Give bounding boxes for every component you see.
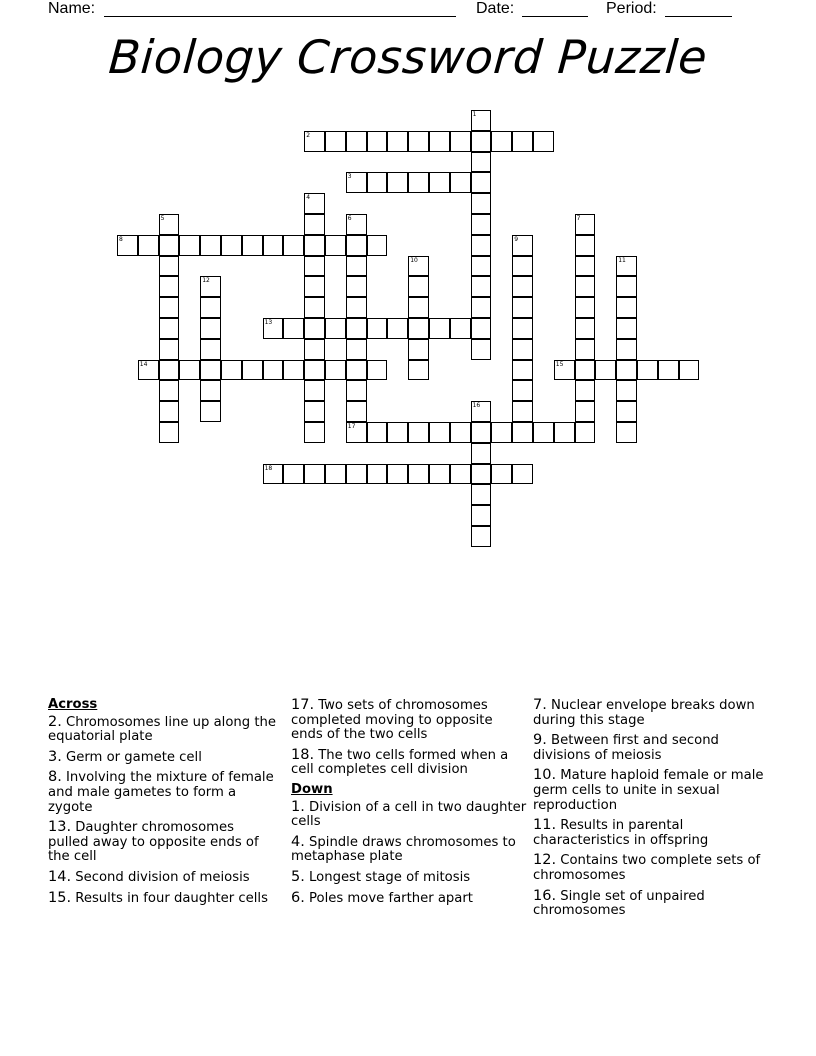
crossword-cell[interactable] <box>471 443 492 464</box>
across-clue <box>48 750 278 766</box>
crossword-cell[interactable] <box>616 297 637 318</box>
crossword-cell[interactable] <box>159 401 180 422</box>
crossword-cell[interactable] <box>387 131 408 152</box>
clue-number: 18. <box>291 746 315 763</box>
crossword-cell[interactable] <box>471 276 492 297</box>
crossword-cell[interactable] <box>304 131 325 152</box>
down-clue <box>291 800 527 830</box>
crossword-cell[interactable] <box>159 318 180 339</box>
crossword-cell[interactable] <box>283 235 304 256</box>
date-label: Date: <box>476 0 515 17</box>
crossword-cell[interactable] <box>616 422 637 443</box>
crossword-cell[interactable] <box>304 214 325 235</box>
crossword-cell[interactable] <box>159 297 180 318</box>
clue-number: 3. <box>48 748 62 765</box>
clue-number: 8. <box>48 769 62 786</box>
crossword-cell[interactable] <box>200 380 221 401</box>
period-label: Period: <box>606 0 657 17</box>
crossword-cell[interactable] <box>575 422 596 443</box>
crossword-cell[interactable] <box>616 339 637 360</box>
crossword-cell[interactable] <box>325 131 346 152</box>
across-clue <box>48 770 278 815</box>
crossword-cell[interactable] <box>471 193 492 214</box>
crossword-cell[interactable] <box>159 422 180 443</box>
crossword-cell[interactable] <box>263 235 284 256</box>
clue-number-14: 14 <box>139 360 148 368</box>
crossword-cell[interactable] <box>117 235 138 256</box>
crossword-cell[interactable] <box>346 131 367 152</box>
crossword-cell[interactable] <box>429 422 450 443</box>
crossword-cell[interactable] <box>346 276 367 297</box>
crossword-cell[interactable] <box>325 464 346 485</box>
clue-number-2: 2 <box>306 131 311 139</box>
crossword-cell[interactable] <box>471 214 492 235</box>
crossword-cell[interactable] <box>408 360 429 381</box>
clue-number: 2. <box>48 713 62 730</box>
crossword-cell[interactable] <box>575 401 596 422</box>
crossword-cell[interactable] <box>512 276 533 297</box>
crossword-cell[interactable] <box>575 297 596 318</box>
down-heading: Down <box>291 781 333 797</box>
crossword-cell[interactable] <box>304 422 325 443</box>
crossword-cell[interactable] <box>159 339 180 360</box>
crossword-cell[interactable] <box>200 276 221 297</box>
clue-text: Between first and second divisions of meiosis <box>533 733 719 763</box>
crossword-cell[interactable] <box>512 339 533 360</box>
crossword-cell[interactable] <box>367 172 388 193</box>
clue-text: Germ or gamete cell <box>61 749 202 765</box>
crossword-cell[interactable] <box>283 464 304 485</box>
crossword-cell[interactable] <box>471 152 492 173</box>
crossword-cell[interactable] <box>616 360 637 381</box>
crossword-cell[interactable] <box>200 318 221 339</box>
crossword-cell[interactable] <box>159 214 180 235</box>
down-clue <box>533 853 778 883</box>
across-clue <box>291 748 527 778</box>
crossword-cell[interactable] <box>512 464 533 485</box>
clue-number-12: 12 <box>202 277 210 285</box>
down-clue <box>291 891 527 907</box>
clue-text: Results in parental characteristics in offspring <box>533 818 709 848</box>
crossword-cell[interactable] <box>616 256 637 277</box>
clue-text: Daughter chromosomes pulled away to opposite ends of the cell <box>48 820 259 865</box>
crossword-cell[interactable] <box>408 339 429 360</box>
crossword-cell[interactable] <box>408 256 429 277</box>
crossword-cell[interactable] <box>471 401 492 422</box>
crossword-cell[interactable] <box>512 318 533 339</box>
clue-number-1: 1 <box>472 111 477 118</box>
crossword-cell[interactable] <box>200 235 221 256</box>
crossword-cell[interactable] <box>304 297 325 318</box>
crossword-cell[interactable] <box>387 318 408 339</box>
clue-number: 7. <box>533 697 547 713</box>
clue-text: Longest stage of mitosis <box>304 869 471 885</box>
crossword-cell[interactable] <box>346 297 367 318</box>
clue-number-16: 16 <box>472 402 481 410</box>
crossword-cell[interactable] <box>575 214 596 235</box>
clue-text: Chromosomes line up along the equatorial plate <box>48 714 276 745</box>
across-clue <box>291 698 527 743</box>
down-clue <box>291 870 527 886</box>
crossword-cell[interactable] <box>616 276 637 297</box>
clue-text: Involving the mixture of female and male gametes to form a zygote <box>48 770 274 815</box>
clue-number: 12. <box>533 852 557 869</box>
crossword-cell[interactable] <box>346 256 367 277</box>
crossword-cell[interactable] <box>159 380 180 401</box>
crossword-cell[interactable] <box>512 256 533 277</box>
down-clue <box>533 768 778 813</box>
crossword-cell[interactable] <box>304 193 325 214</box>
clue-number-15: 15 <box>555 360 564 368</box>
crossword-cell[interactable] <box>575 360 596 381</box>
clues-column-1 <box>48 698 278 911</box>
clue-text: Nuclear envelope breaks down during this stage <box>533 698 755 728</box>
clue-number: 10. <box>533 767 557 784</box>
down-clue <box>533 733 778 763</box>
crossword-cell[interactable] <box>200 297 221 318</box>
crossword-cell[interactable] <box>408 297 429 318</box>
crossword-cell[interactable] <box>471 484 492 505</box>
down-clue <box>533 889 778 919</box>
clue-text: Contains two complete sets of chromosomes <box>533 853 761 883</box>
clue-number: 4. <box>291 833 305 850</box>
crossword-cell[interactable] <box>346 318 367 339</box>
crossword-cell[interactable] <box>263 318 284 339</box>
crossword-cell[interactable] <box>575 276 596 297</box>
down-clue <box>533 698 778 728</box>
crossword-cell[interactable] <box>471 505 492 526</box>
crossword-cell[interactable] <box>471 297 492 318</box>
crossword-cell[interactable] <box>450 131 471 152</box>
clue-number-8: 8 <box>119 235 123 243</box>
clue-number-13: 13 <box>264 319 273 326</box>
crossword-cell[interactable] <box>471 339 492 360</box>
crossword-cell[interactable] <box>408 276 429 297</box>
clue-number: 17. <box>291 697 315 713</box>
crossword-cell[interactable] <box>471 526 492 547</box>
crossword-cell[interactable] <box>471 110 492 131</box>
crossword-cell[interactable] <box>304 380 325 401</box>
crossword-cell[interactable] <box>471 256 492 277</box>
crossword-cell[interactable] <box>304 235 325 256</box>
crossword-cell[interactable] <box>138 235 159 256</box>
crossword-cell[interactable] <box>138 360 159 381</box>
crossword-cell[interactable] <box>304 318 325 339</box>
down-clue <box>533 818 778 848</box>
crossword-cell[interactable] <box>575 339 596 360</box>
clue-number: 9. <box>533 732 547 749</box>
crossword-cell[interactable] <box>387 172 408 193</box>
crossword-cell[interactable] <box>616 318 637 339</box>
down-clue <box>291 835 527 865</box>
crossword-cell[interactable] <box>367 464 388 485</box>
crossword-cell[interactable] <box>491 422 512 443</box>
crossword-cell[interactable] <box>346 422 367 443</box>
clue-number: 14. <box>48 868 72 885</box>
crossword-cell[interactable] <box>242 360 263 381</box>
crossword-cell[interactable] <box>429 464 450 485</box>
crossword-cell[interactable] <box>325 235 346 256</box>
crossword-cell[interactable] <box>616 401 637 422</box>
crossword-cell[interactable] <box>471 464 492 485</box>
clue-number: 16. <box>533 887 557 904</box>
crossword-cell[interactable] <box>450 464 471 485</box>
clue-number: 13. <box>48 819 72 836</box>
crossword-cell[interactable] <box>429 131 450 152</box>
crossword-cell[interactable] <box>408 318 429 339</box>
crossword-cell[interactable] <box>325 360 346 381</box>
crossword-cell[interactable] <box>159 360 180 381</box>
crossword-cell[interactable] <box>512 380 533 401</box>
across-clue <box>48 715 278 745</box>
crossword-cell[interactable] <box>450 422 471 443</box>
crossword-cell[interactable] <box>491 131 512 152</box>
crossword-cell[interactable] <box>179 235 200 256</box>
crossword-cell[interactable] <box>263 360 284 381</box>
crossword-cell[interactable] <box>408 464 429 485</box>
clue-number-6: 6 <box>347 215 352 222</box>
crossword-cell[interactable] <box>367 422 388 443</box>
across-clue <box>48 870 278 886</box>
crossword-cell[interactable] <box>429 172 450 193</box>
across-clue <box>48 891 278 907</box>
crossword-cell[interactable] <box>471 131 492 152</box>
crossword-cell[interactable] <box>367 131 388 152</box>
crossword-cell[interactable] <box>512 422 533 443</box>
clue-text: Second division of meiosis <box>71 869 250 885</box>
crossword-cell[interactable] <box>304 464 325 485</box>
clue-number: 1. <box>291 798 305 815</box>
crossword-cell[interactable] <box>408 131 429 152</box>
crossword-cell[interactable] <box>159 256 180 277</box>
crossword-cell[interactable] <box>471 422 492 443</box>
crossword-cell[interactable] <box>346 380 367 401</box>
crossword-cell[interactable] <box>429 318 450 339</box>
clue-text: The two cells formed when a cell completes cell division <box>291 747 509 778</box>
crossword-cell[interactable] <box>367 318 388 339</box>
crossword-cell[interactable] <box>471 235 492 256</box>
crossword-cell[interactable] <box>346 464 367 485</box>
crossword-cell[interactable] <box>159 235 180 256</box>
crossword-cell[interactable] <box>616 380 637 401</box>
crossword-cell[interactable] <box>304 401 325 422</box>
clue-number-7: 7 <box>576 215 581 222</box>
crossword-cell[interactable] <box>242 235 263 256</box>
name-label: Name: <box>48 0 96 17</box>
clue-number-17: 17 <box>347 423 356 430</box>
crossword-cell[interactable] <box>387 422 408 443</box>
crossword-cell[interactable] <box>304 360 325 381</box>
clue-text: Mature haploid female or male germ cells to unite in sexual reproduction <box>533 768 764 813</box>
crossword-cell[interactable] <box>304 256 325 277</box>
crossword-cell[interactable] <box>325 318 346 339</box>
clue-number-10: 10 <box>410 256 418 264</box>
crossword-cell[interactable] <box>408 172 429 193</box>
crossword-cell[interactable] <box>512 360 533 381</box>
crossword-cell[interactable] <box>471 172 492 193</box>
crossword-cell[interactable] <box>575 235 596 256</box>
crossword-cell[interactable] <box>367 360 388 381</box>
crossword-cell[interactable] <box>554 360 575 381</box>
clues-column-3 <box>533 698 778 924</box>
crossword-cell[interactable] <box>179 360 200 381</box>
clue-text: Results in four daughter cells <box>71 890 268 906</box>
clue-number: 6. <box>291 889 305 906</box>
clue-text: Spindle draws chromosomes to metaphase plate <box>291 834 516 865</box>
clue-number: 11. <box>533 817 557 834</box>
crossword-cell[interactable] <box>595 360 616 381</box>
crossword-cell[interactable] <box>263 464 284 485</box>
crossword-cell[interactable] <box>221 235 242 256</box>
crossword-cell[interactable] <box>346 235 367 256</box>
crossword-cell[interactable] <box>283 318 304 339</box>
crossword-cell[interactable] <box>512 401 533 422</box>
crossword-cell[interactable] <box>304 339 325 360</box>
crossword-cell[interactable] <box>575 380 596 401</box>
crossword-cell[interactable] <box>346 339 367 360</box>
crossword-cell[interactable] <box>200 401 221 422</box>
crossword-cell[interactable] <box>450 172 471 193</box>
page-title: Biology Crossword Puzzle <box>106 30 710 84</box>
clue-number-18: 18 <box>264 464 273 472</box>
crossword-cell[interactable] <box>658 360 679 381</box>
clue-number-5: 5 <box>160 215 165 222</box>
crossword-cell[interactable] <box>450 318 471 339</box>
clue-text: Two sets of chromosomes completed moving to opposite ends of the two cells <box>291 698 493 743</box>
crossword-cell[interactable] <box>346 401 367 422</box>
clue-number: 5. <box>291 868 305 885</box>
clue-number-9: 9 <box>514 235 519 243</box>
crossword-cell[interactable] <box>512 235 533 256</box>
across-heading: Across <box>48 697 98 712</box>
crossword-cell[interactable] <box>221 360 242 381</box>
crossword-cell[interactable] <box>471 318 492 339</box>
crossword-cell[interactable] <box>283 360 304 381</box>
crossword-cell[interactable] <box>533 422 554 443</box>
crossword-cell[interactable] <box>512 131 533 152</box>
crossword-cell[interactable] <box>346 214 367 235</box>
clue-number-3: 3 <box>347 173 352 181</box>
clue-number-4: 4 <box>306 194 311 202</box>
crossword-cell[interactable] <box>346 172 367 193</box>
clue-text: Poles move farther apart <box>304 890 473 906</box>
crossword-cell[interactable] <box>575 318 596 339</box>
crossword-cell[interactable] <box>304 276 325 297</box>
crossword-cell[interactable] <box>346 360 367 381</box>
crossword-cell[interactable] <box>408 422 429 443</box>
crossword-cell[interactable] <box>679 360 700 381</box>
crossword-cell[interactable] <box>575 256 596 277</box>
crossword-cell[interactable] <box>491 464 512 485</box>
crossword-cell[interactable] <box>533 131 554 152</box>
crossword-cell[interactable] <box>387 464 408 485</box>
clue-number-11: 11 <box>618 256 626 264</box>
clue-text: Single set of unpaired chromosomes <box>533 888 705 919</box>
crossword-cell[interactable] <box>512 297 533 318</box>
crossword-cell[interactable] <box>159 276 180 297</box>
crossword-cell[interactable] <box>367 235 388 256</box>
clue-text: Division of a cell in two daughter cells <box>291 799 527 830</box>
across-clue <box>48 820 278 865</box>
clue-number: 15. <box>48 889 72 906</box>
crossword-cell[interactable] <box>554 422 575 443</box>
crossword-cell[interactable] <box>200 339 221 360</box>
crossword-cell[interactable] <box>200 360 221 381</box>
clues-column-2 <box>291 698 527 911</box>
crossword-cell[interactable] <box>637 360 658 381</box>
